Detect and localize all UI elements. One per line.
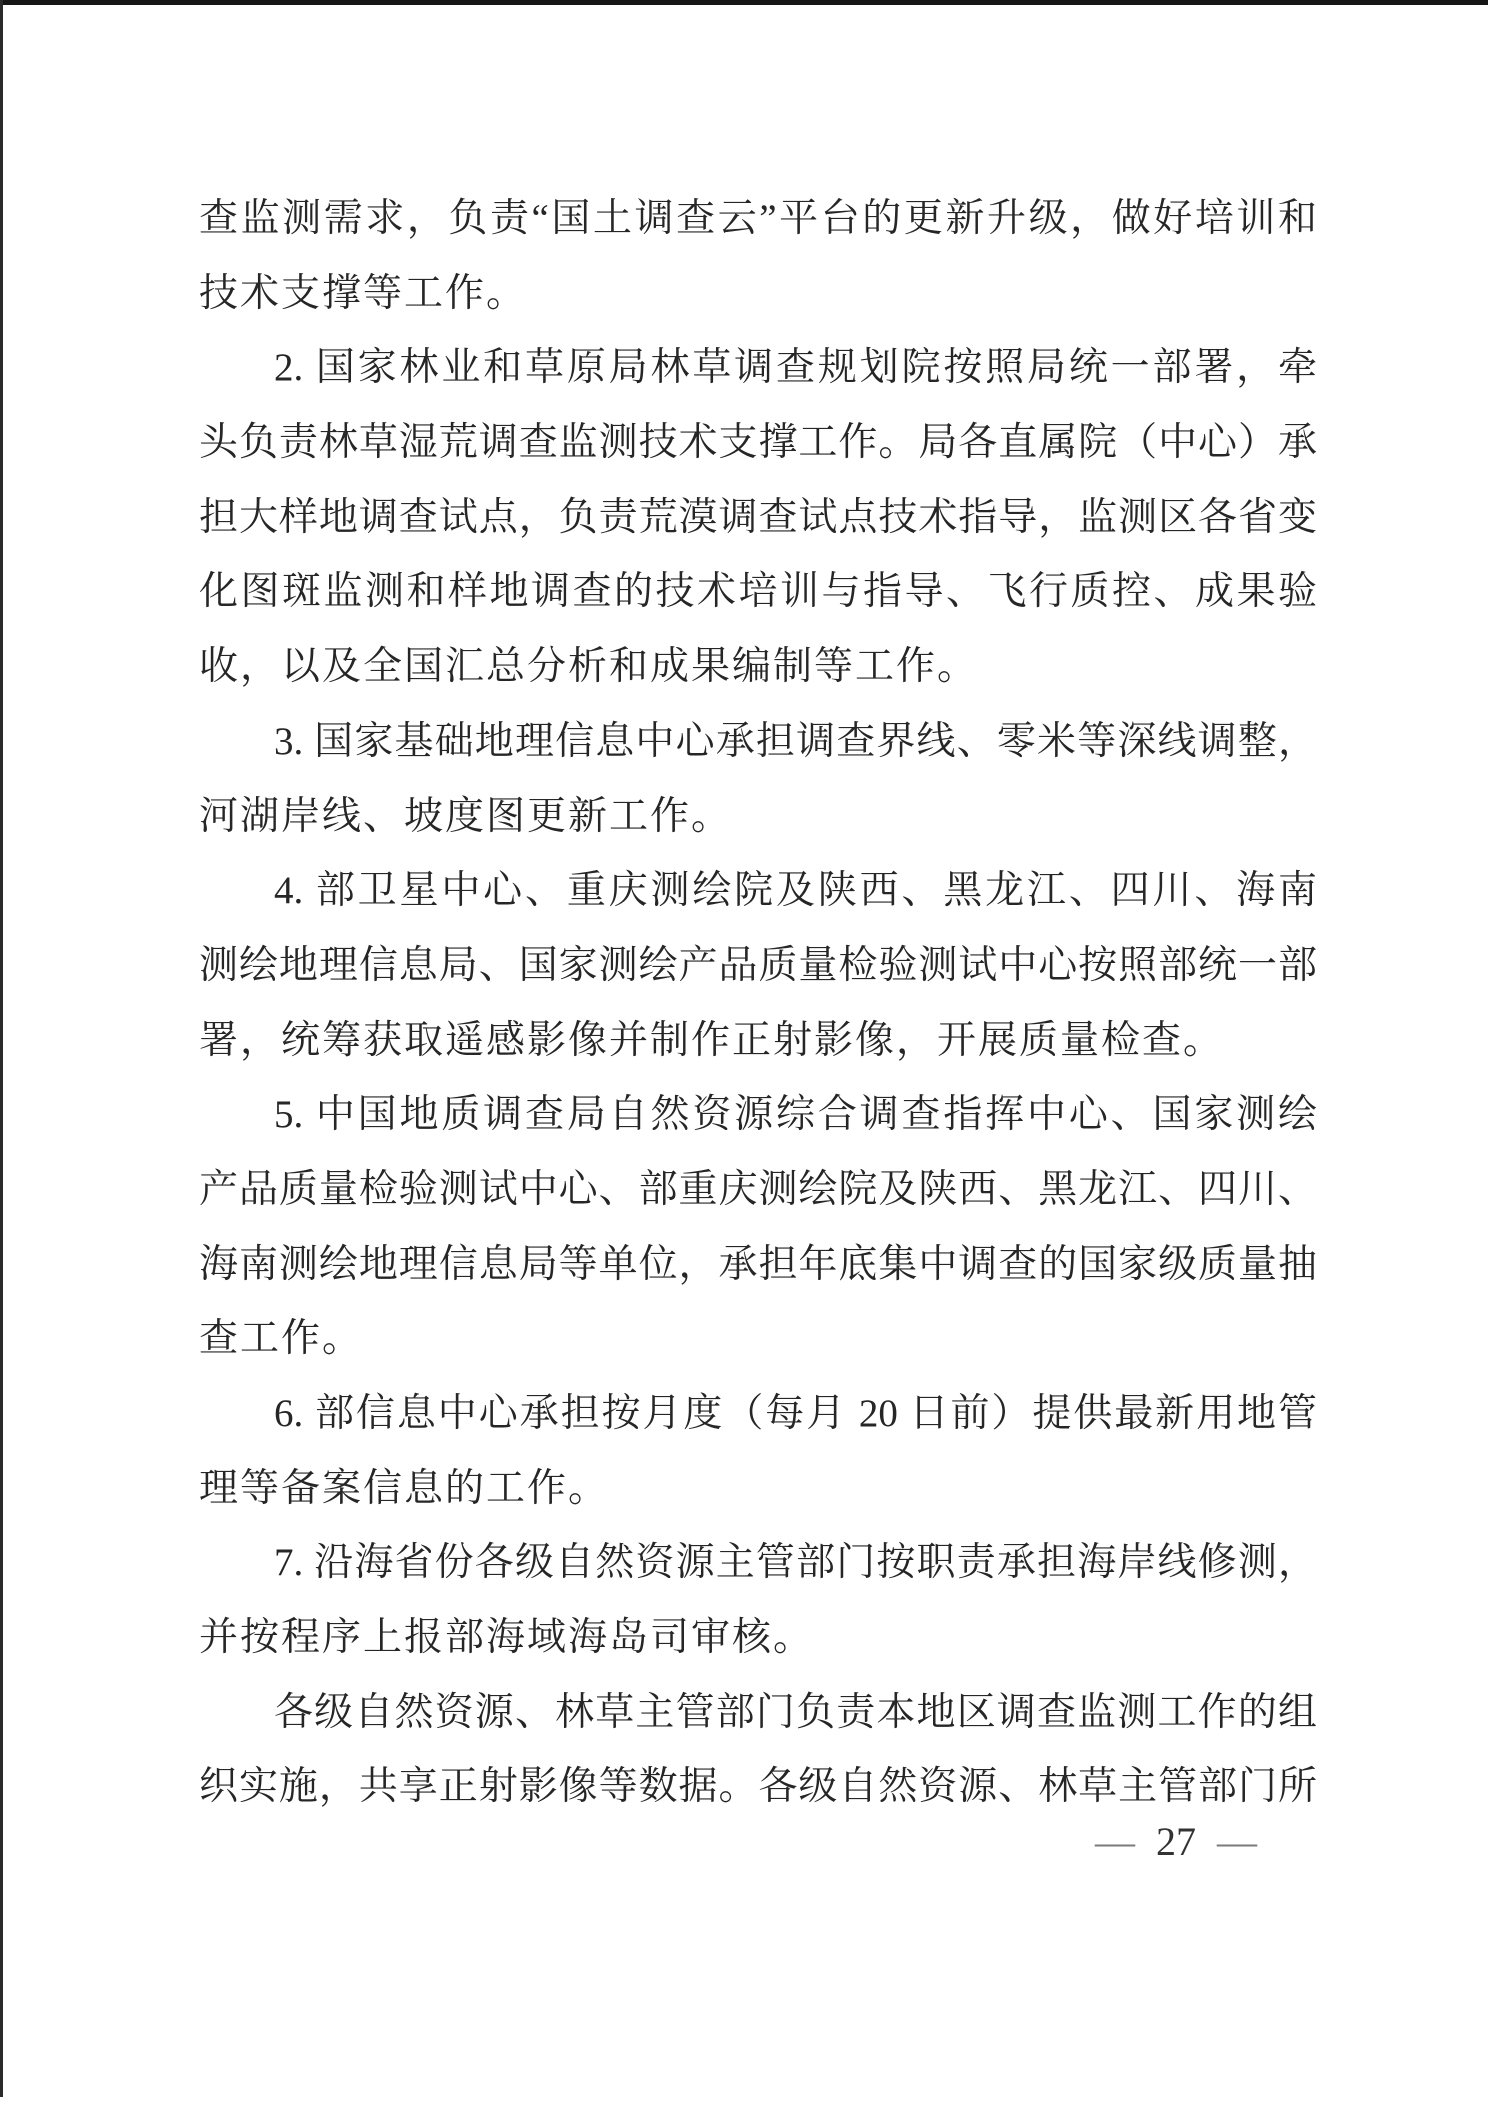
text-line: 海南测绘地理信息局等单位，承担年底集中调查的国家级质量抽	[199, 1242, 1317, 1286]
body-text-block	[199, 182, 1317, 1825]
text-line: 产品质量检验测试中心、部重庆测绘院及陕西、黑龙江、四川、	[199, 1167, 1317, 1211]
page-number-dash-left: —	[1095, 1819, 1135, 1864]
text-line: 4. 部卫星中心、重庆测绘院及陕西、黑龙江、四川、海南	[274, 869, 1317, 913]
text-line: 担大样地调查试点，负责荒漠调查试点技术指导，监测区各省变	[199, 495, 1317, 539]
text-line: 理等备案信息的工作。	[199, 1466, 610, 1510]
text-line: 技术支撑等工作。	[199, 271, 528, 315]
text-line: 6. 部信息中心承担按月度（每月 20 日前）提供最新用地管	[274, 1392, 1317, 1435]
text-line: 河湖岸线、坡度图更新工作。	[199, 794, 733, 838]
page-number: 27	[1156, 1819, 1196, 1864]
scan-border-top	[0, 0, 1488, 5]
page-number-dash-right: —	[1217, 1819, 1257, 1864]
text-line: 并按程序上报部海域海岛司审核。	[199, 1616, 815, 1660]
text-line: 查监测需求，负责“国土调查云”平台的更新升级，做好培训和	[199, 197, 1317, 240]
text-line: 署，统筹获取遥感影像并制作正射影像，开展质量检查。	[199, 1018, 1225, 1062]
page-number-footer	[1095, 1818, 1257, 1866]
text-line: 化图斑监测和样地调查的技术培训与指导、飞行质控、成果验	[199, 570, 1317, 614]
text-line: 查工作。	[199, 1317, 364, 1361]
text-line: 各级自然资源、林草主管部门负责本地区调查监测工作的组	[274, 1690, 1317, 1734]
text-line: 头负责林草湿荒调查监测技术支撑工作。局各直属院（中心）承	[199, 421, 1317, 465]
text-line: 测绘地理信息局、国家测绘产品质量检验测试中心按照部统一部	[199, 943, 1317, 987]
text-line: 收，以及全国汇总分析和成果编制等工作。	[199, 645, 979, 689]
scan-border-left	[0, 0, 3, 2097]
text-line: 7. 沿海省份各级自然资源主管部门按职责承担海岸线修测，	[274, 1541, 1317, 1585]
text-line: 2. 国家林业和草原局林草调查规划院按照局统一部署，牵	[274, 346, 1317, 390]
text-line: 5. 中国地质调查局自然资源综合调查指挥中心、国家测绘	[274, 1093, 1317, 1137]
text-line: 3. 国家基础地理信息中心承担调查界线、零米等深线调整，	[274, 719, 1317, 763]
text-line: 织实施，共享正射影像等数据。各级自然资源、林草主管部门所	[199, 1765, 1317, 1809]
